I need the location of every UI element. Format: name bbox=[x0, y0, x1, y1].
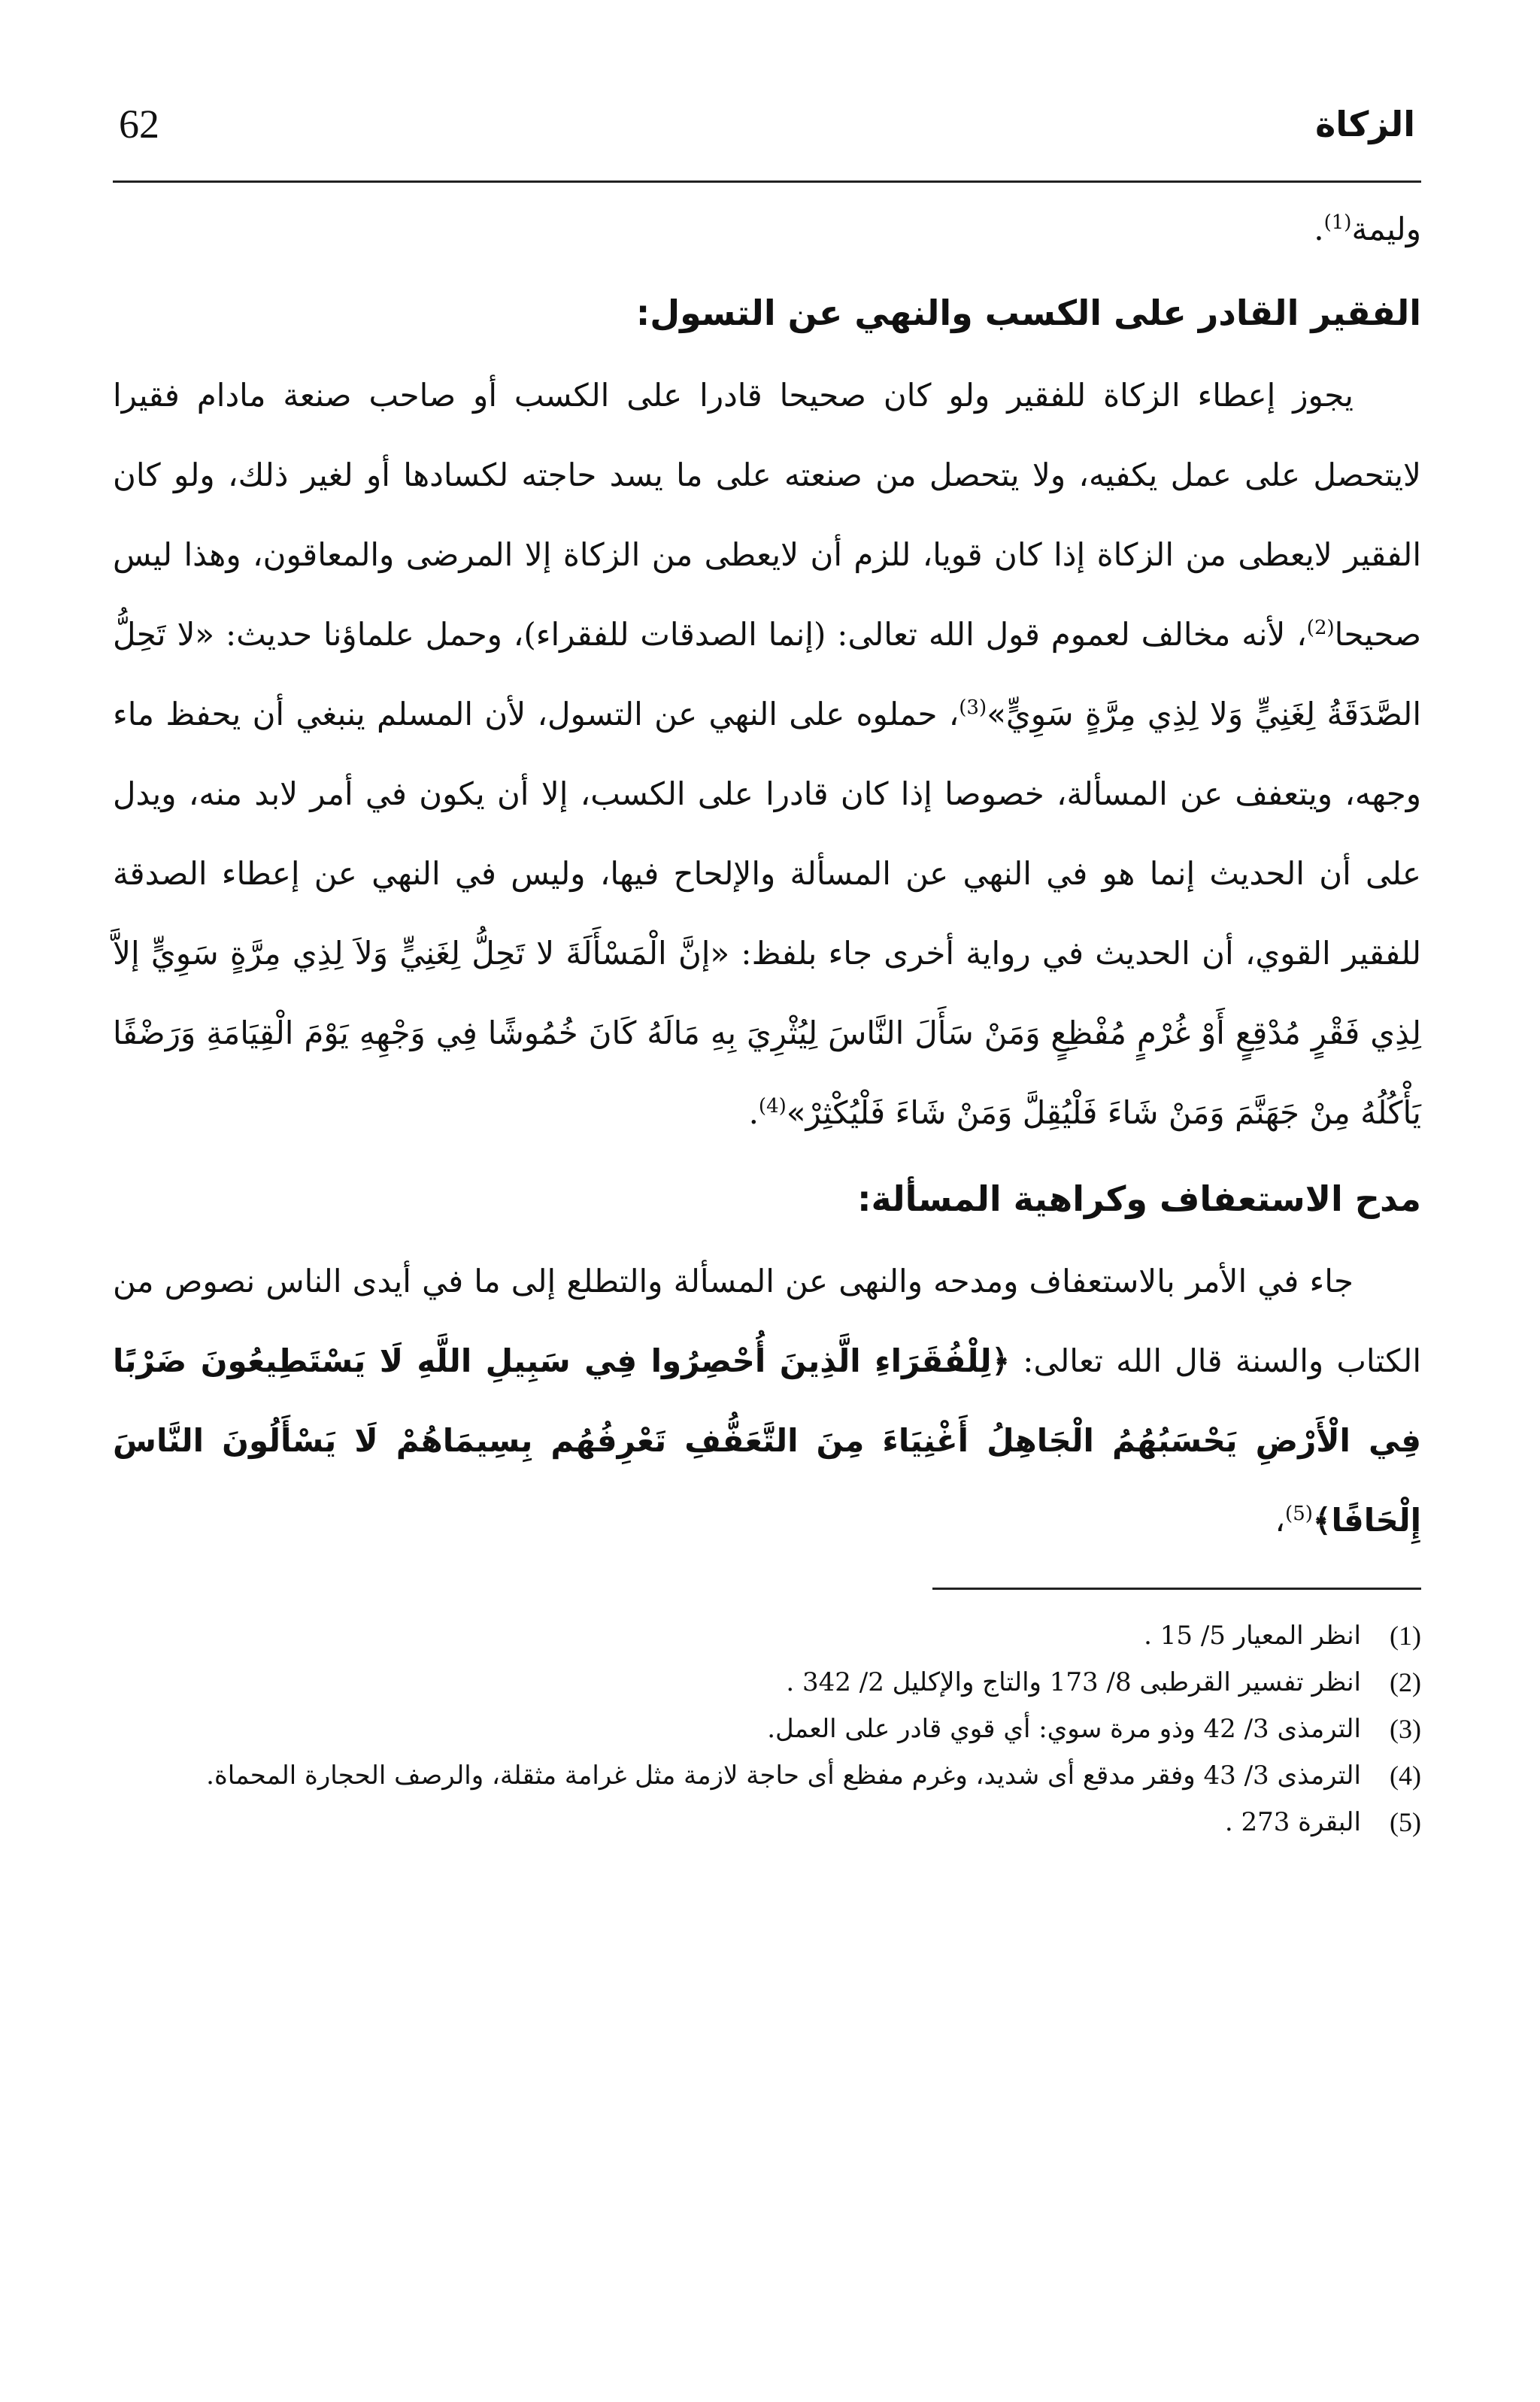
running-title: الزكاة bbox=[1315, 104, 1415, 144]
footnote-number: (4) bbox=[1390, 1761, 1421, 1791]
footnote-number: (2) bbox=[1390, 1667, 1421, 1697]
footnote-marker-4[interactable]: (4) bbox=[758, 1095, 787, 1118]
document-page bbox=[113, 98, 1421, 2354]
footnote-marker-3[interactable]: (3) bbox=[959, 696, 987, 719]
footnote bbox=[113, 1799, 1421, 1845]
footnote-marker-1[interactable]: (1) bbox=[1323, 211, 1352, 234]
footnote-number: (3) bbox=[1390, 1714, 1421, 1744]
footnote-number: (5) bbox=[1390, 1807, 1421, 1837]
paragraph-end: ، bbox=[1275, 1502, 1286, 1539]
page-header bbox=[113, 98, 1421, 183]
section-body-abstinence bbox=[113, 1242, 1421, 1560]
footnote-marker-5[interactable]: (5) bbox=[1285, 1503, 1313, 1525]
section-heading-abstinence: مدح الاستعفاف وكراهية المسألة: bbox=[857, 1178, 1421, 1219]
lead-end: . bbox=[1314, 211, 1324, 247]
lead-line bbox=[113, 192, 1421, 267]
hadith-quote: «لا تَحِلُّ الصَّدَقَةُ لِغَنِيٍّ وَلا لِذِي مِرَّةٍ سَوِيٍّ» bbox=[113, 616, 1421, 732]
paragraph-text: يجوز إعطاء الزكاة للفقير ولو كان صحيحا قادرا على الكسب أو صاحب صنعة مادام فقيرا لايتحصل على عمل يكفيه، ولا يتحصل من صنعته على ما يسد حاجته لكسادها أو لغير ذلك، ولو كان الفقير لايعطى من الزكاة إذا كان قويا، للزم أن لايعطى من الزكاة إلا المرضى والمعاقون، وهذا ليس صحيحا bbox=[113, 377, 1421, 653]
section-body-able-poor bbox=[113, 356, 1421, 1153]
footnote bbox=[113, 1706, 1421, 1752]
quran-verse: ﴿لِلْفُقَرَاءِ الَّذِينَ أُحْصِرُوا فِي سَبِيلِ اللَّهِ لَا يَسْتَطِيعُونَ ضَرْبًا فِي الْأَرْضِ يَحْسَبُهُمُ الْجَاهِلُ أَغْنِيَاءَ مِنَ التَّعَفُّفِ تَعْرِفُهُم بِسِيمَاهُمْ لَا يَسْأَلُونَ النَّاسَ إِلْحَافًا﴾ bbox=[113, 1342, 1421, 1539]
footnote-text: الترمذى 3/ 43 وفقر مدقع أى شديد، وغرم مفظع أى حاجة لازمة مثل غرامة مثقلة، والرصف الحجارة المحماة. bbox=[206, 1761, 1361, 1791]
footnote-text: انظر تفسير القرطبى 8/ 173 والتاج والإكليل 2/ 342 . bbox=[786, 1667, 1361, 1697]
footnote-divider bbox=[932, 1588, 1421, 1590]
footnote bbox=[113, 1659, 1421, 1706]
page-number: 62 bbox=[119, 102, 159, 147]
footnote-text: البقرة 273 . bbox=[1224, 1807, 1361, 1837]
hadith-quote: «إنَّ الْمَسْأَلَةَ لا تَحِلُّ لِغَنِيٍّ وَلاَ لِذِي مِرَّةٍ سَوِيٍّ إلاَّ لِذِي فَقْرٍ مُدْقِعٍ أَوْ غُرْمٍ مُفْظِعٍ وَمَنْ سَأَلَ النَّاسَ لِيُثْرِيَ بِهِ مَالَهُ كَانَ خُمُوشًا فِي وَجْهِهِ يَوْمَ الْقِيَامَةِ وَرَضْفًا يَأْكُلُهُ مِنْ جَهَنَّمَ وَمَنْ شَاءَ فَلْيُقِلَّ وَمَنْ شَاءَ فَلْيُكْثِرْ» bbox=[113, 935, 1421, 1131]
footnote bbox=[113, 1612, 1421, 1659]
footnote-text: الترمذى 3/ 42 وذو مرة سوي: أي قوي قادر على العمل. bbox=[767, 1714, 1361, 1744]
paragraph-text: ، لأنه مخالف لعموم قول الله تعالى: (إنما الصدقات للفقراء)، وحمل علماؤنا حديث: bbox=[214, 616, 1307, 653]
footnote-marker-2[interactable]: (2) bbox=[1306, 617, 1335, 639]
paragraph bbox=[113, 356, 1421, 1153]
footnotes bbox=[113, 1612, 1421, 1845]
section-heading-able-poor: الفقير القادر على الكسب والنهي عن التسول: bbox=[635, 293, 1421, 333]
footnote bbox=[113, 1752, 1421, 1799]
lead-text: وليمة bbox=[1351, 211, 1421, 247]
paragraph bbox=[113, 1242, 1421, 1560]
paragraph-text: جاء في الأمر بالاستعفاف ومدحه والنهى عن المسألة والتطلع إلى ما في أيدى الناس نصوص من الكتاب والسنة قال الله تعالى: bbox=[113, 1263, 1422, 1379]
footnote-text: انظر المعيار 5/ 15 . bbox=[1144, 1621, 1361, 1651]
footnote-number: (1) bbox=[1390, 1621, 1421, 1651]
paragraph-end: . bbox=[748, 1094, 759, 1131]
paragraph-text: ، حملوه على النهي عن التسول، لأن المسلم ينبغي أن يحفظ ماء وجهه، ويتعفف عن المسألة، خصوصا إذا كان قادرا على الكسب، إلا أن يكون في أمر لابد منه، ويدل على أن الحديث إنما هو في النهي عن المسألة والإلحاح فيها، وليس في النهي عن إعطاء الصدقة للفقير القوي، أن الحديث في رواية أخرى جاء بلفظ: bbox=[113, 696, 1421, 972]
